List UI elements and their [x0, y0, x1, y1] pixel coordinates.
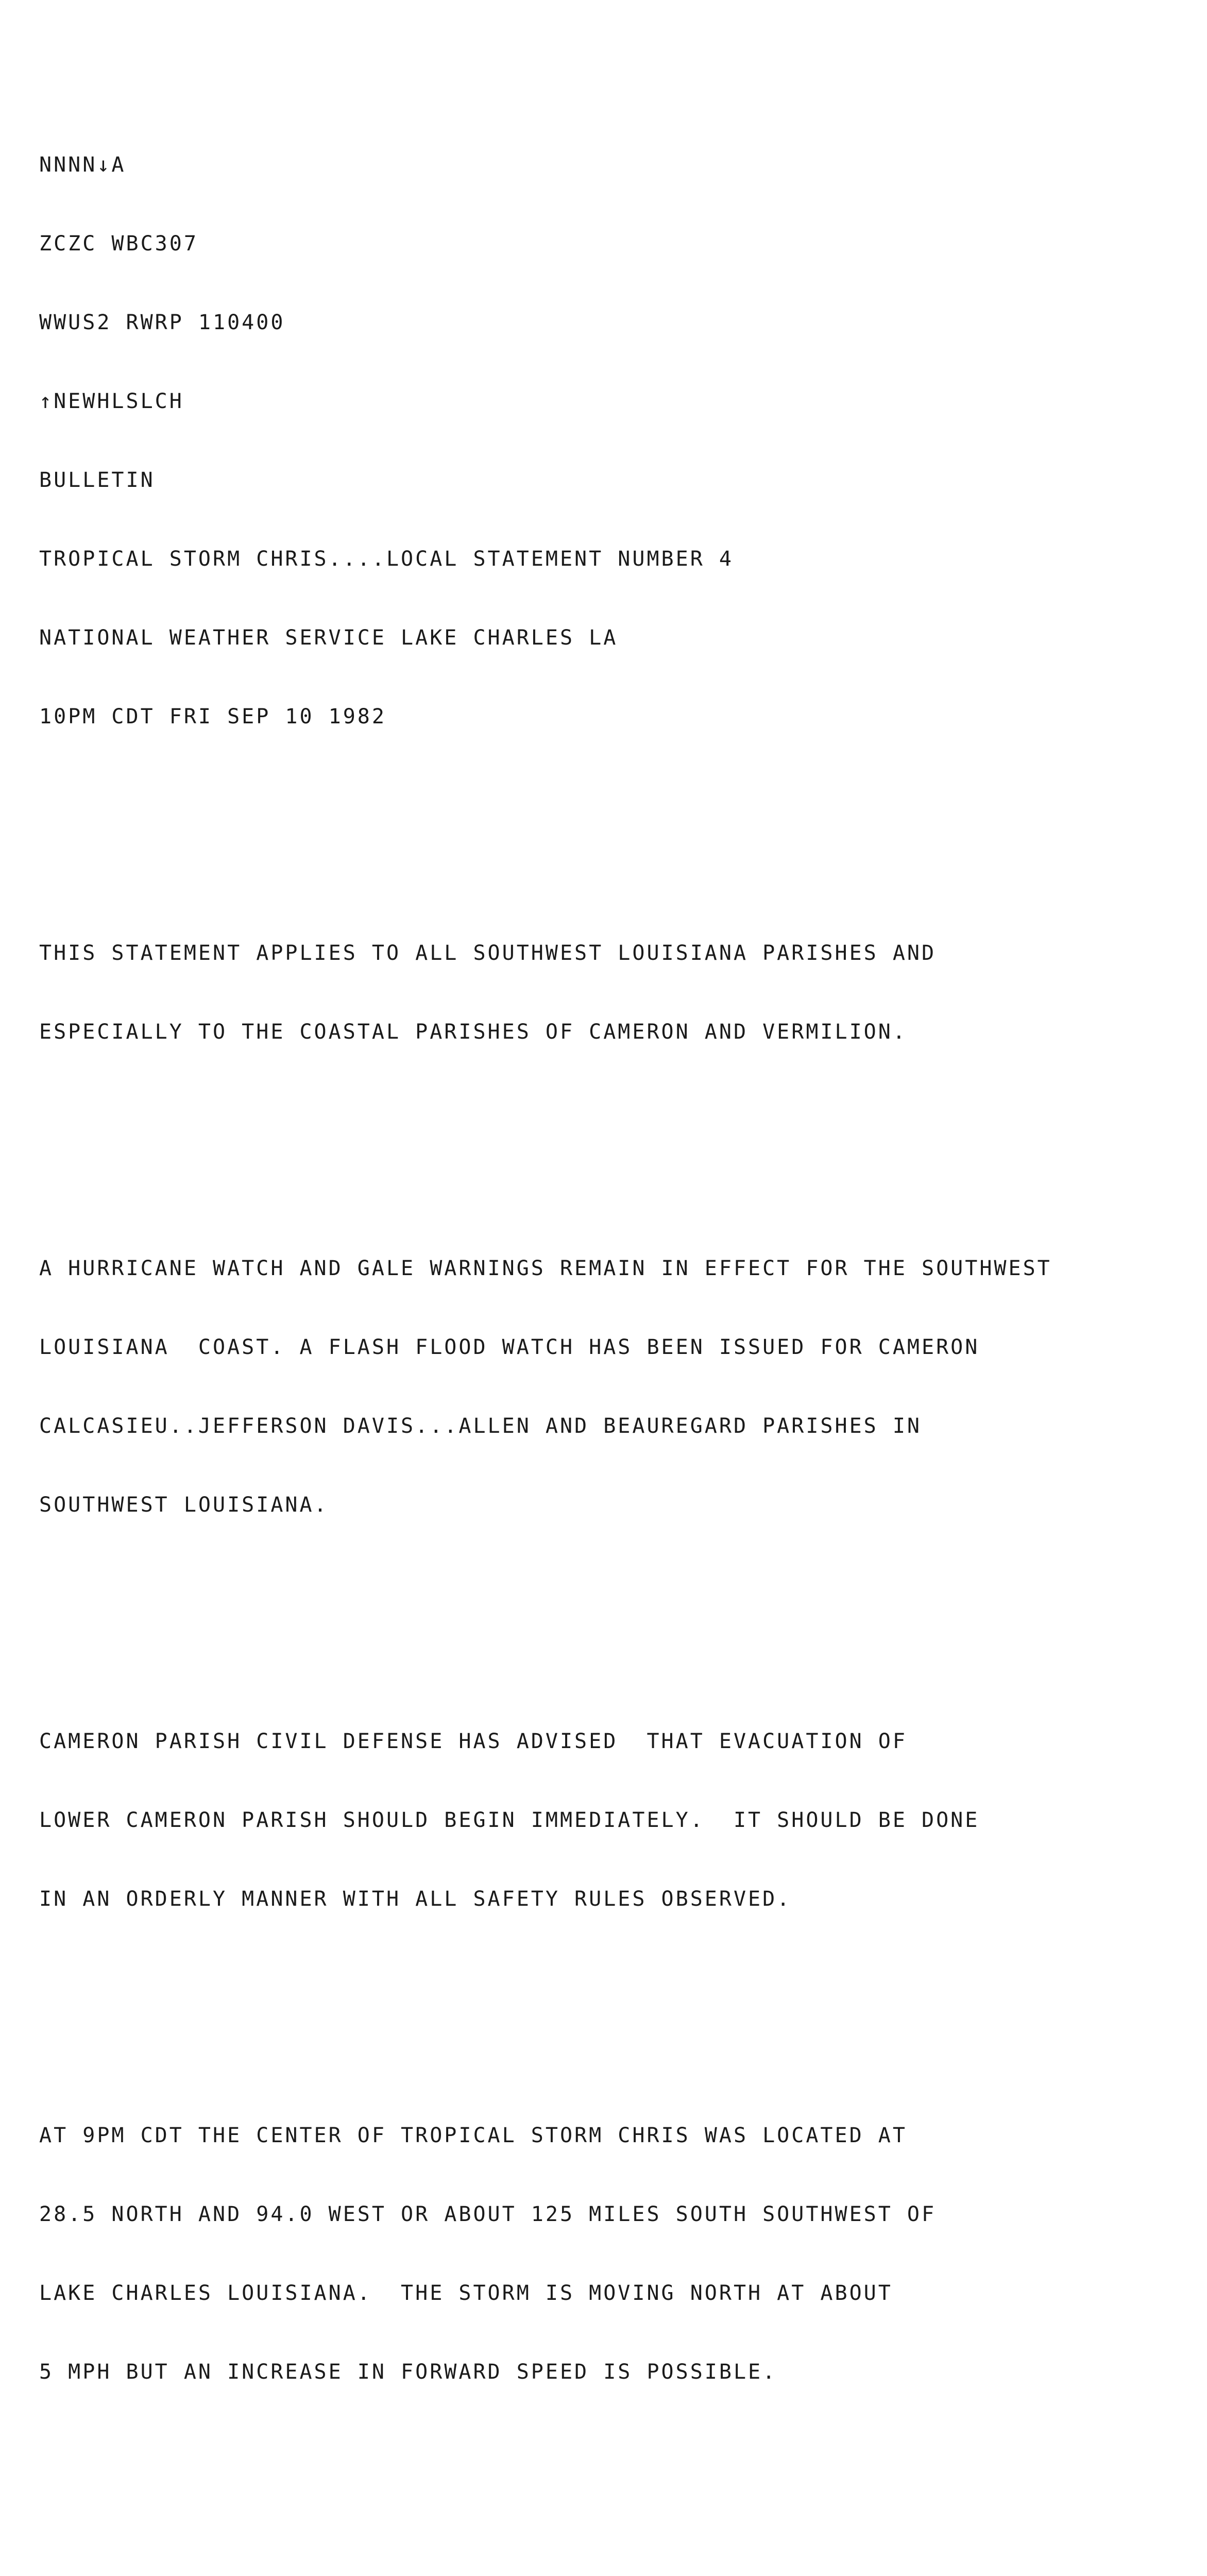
header-line: ZCZC WBC307	[39, 232, 198, 256]
paragraph	[39, 2070, 1183, 2438]
text-line: A HURRICANE WATCH AND GALE WARNINGS REMAIN IN EFFECT FOR THE SOUTHWEST	[39, 1257, 1052, 1280]
header-line: WWUS2 RWRP 110400	[39, 311, 285, 334]
text-line: LOUISIANA COAST. A FLASH FLOOD WATCH HAS BEEN ISSUED FOR CAMERON	[39, 1335, 980, 1359]
bulletin-header	[39, 99, 1183, 783]
paragraph	[39, 1203, 1183, 1571]
paragraph	[39, 2543, 1183, 2576]
paragraph	[39, 888, 1183, 1098]
header-line: BULLETIN	[39, 468, 155, 492]
paragraph	[39, 1676, 1183, 1965]
weather-bulletin	[39, 21, 1183, 2576]
header-line: ↑NEWHLSLCH	[39, 389, 184, 413]
statement-title: TROPICAL STORM CHRIS....LOCAL STATEMENT NUMBER 4	[39, 547, 734, 571]
header-line: NNNN↓A	[39, 153, 126, 177]
text-line: ESPECIALLY TO THE COASTAL PARISHES OF CAMERON AND VERMILION.	[39, 1020, 907, 1044]
text-line: IN AN ORDERLY MANNER WITH ALL SAFETY RULES OBSERVED.	[39, 1887, 792, 1911]
text-line: CAMERON PARISH CIVIL DEFENSE HAS ADVISED THAT EVACUATION OF	[39, 1730, 907, 1753]
issue-time: 10PM CDT FRI SEP 10 1982	[39, 705, 386, 728]
issuing-office: NATIONAL WEATHER SERVICE LAKE CHARLES LA	[39, 626, 618, 650]
text-line: THIS STATEMENT APPLIES TO ALL SOUTHWEST LOUISIANA PARISHES AND	[39, 941, 937, 965]
text-line: 5 MPH BUT AN INCREASE IN FORWARD SPEED IS POSSIBLE.	[39, 2360, 777, 2384]
text-line: LOWER CAMERON PARISH SHOULD BEGIN IMMEDIATELY. IT SHOULD BE DONE	[39, 1808, 980, 1832]
text-line: CALCASIEU..JEFFERSON DAVIS...ALLEN AND BEAUREGARD PARISHES IN	[39, 1414, 922, 1438]
text-line: AT 9PM CDT THE CENTER OF TROPICAL STORM CHRIS WAS LOCATED AT	[39, 2124, 907, 2147]
text-line: SOUTHWEST LOUISIANA.	[39, 1493, 329, 1517]
text-line: 28.5 NORTH AND 94.0 WEST OR ABOUT 125 MILES SOUTH SOUTHWEST OF	[39, 2202, 937, 2226]
text-line: LAKE CHARLES LOUISIANA. THE STORM IS MOVING NORTH AT ABOUT	[39, 2281, 893, 2305]
